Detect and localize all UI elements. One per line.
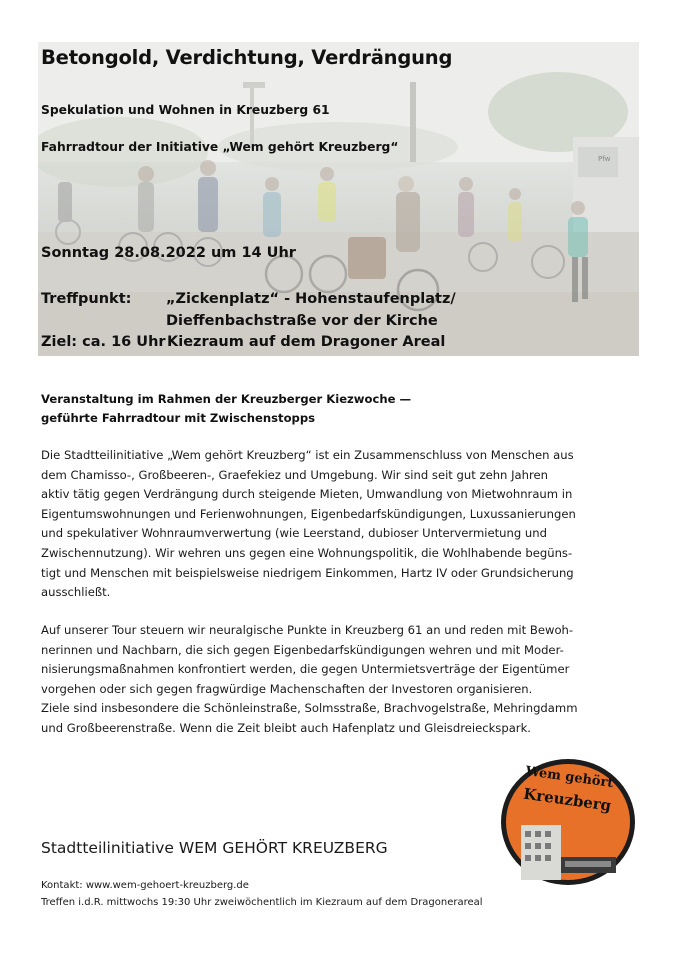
paragraph-line: vorgehen oder sich gegen fragwürdige Machenschaften der Investoren organisieren.	[41, 681, 533, 696]
intro-text	[41, 390, 641, 428]
page-title: Betongold, Verdichtung, Verdrängung	[41, 46, 453, 69]
paragraph-line: Die Stadtteilinitiative „Wem gehört Kreuzberg“ ist ein Zusammenschluss von Menschen aus	[41, 448, 574, 462]
meeting-point-line1: „Zickenplatz“ - Hohenstaufenplatz/	[166, 291, 456, 307]
paragraph-line: nisierungsmaßnahmen konfrontiert werden, die gegen Untermietsverträge der Eigentümer	[41, 662, 570, 677]
paragraph-line: ausschließt.	[41, 585, 111, 600]
photo-sign: Pfw	[598, 155, 611, 163]
event-date: Sonntag 28.08.2022 um 14 Uhr	[41, 245, 296, 261]
initiative-logo	[499, 757, 637, 887]
paragraph-line: Auf unserer Tour steuern wir neuralgische Punkte in Kreuzberg 61 an und reden mit Bewoh-	[41, 623, 574, 637]
paragraph-line: nerinnen und Nachbarn, die sich gegen Eigenbedarfskündigungen wehren und mit Moder-	[41, 642, 564, 657]
meeting-point-line2: Dieffenbachstraße vor der Kirche	[166, 313, 438, 329]
meeting-point-label: Treffpunkt:	[41, 291, 132, 307]
paragraph-line: aktiv tätig gegen Verdrängung durch steigende Mieten, Umwandlung von Mietwohnraum in	[41, 487, 573, 502]
paragraph-line: und Großbeerenstraße. Wenn die Zeit bleibt auch Hafenplatz und Gleisdreieckspark.	[41, 720, 531, 735]
footer-title: Stadtteilinitiative WEM GEHÖRT KREUZBERG	[41, 839, 388, 857]
paragraph-tour	[41, 621, 646, 739]
contact-block	[41, 877, 483, 911]
paragraph-line: dem Chamisso-, Großbeeren-, Graefekiez und Umgebung. Wir sind seit gut zehn Jahren	[41, 467, 548, 482]
paragraph-line: und spekulativer Wohnraumverwertung (wie Leerstand, dubioser Untervermietung und	[41, 526, 547, 541]
goal-value: Kiezraum auf dem Dragoner Areal	[167, 334, 446, 350]
subtitle-topic: Spekulation und Wohnen in Kreuzberg 61	[41, 103, 330, 117]
paragraph-line: Zwischennutzung). Wir wehren uns gegen eine Wohnungspolitik, die Wohlhabende begüns-	[41, 545, 573, 560]
paragraph-about	[41, 446, 646, 603]
goal-label: Ziel: ca. 16 Uhr	[41, 334, 166, 350]
paragraph-line: tigt und Menschen mit beispielsweise niedrigem Einkommen, Hartz IV oder Grundsicherung	[41, 565, 574, 580]
paragraph-line: Eigentumswohnungen und Ferienwohnungen, Eigenbedarfskündigungen, Luxussanierungen	[41, 506, 576, 521]
contact-website: Kontakt: www.wem-gehoert-kreuzberg.de	[41, 880, 249, 891]
meeting-info: Treffen i.d.R. mittwochs 19:30 Uhr zweiwöchentlich im Kiezraum auf dem Dragonerareal	[41, 897, 483, 908]
intro-line-1: Veranstaltung im Rahmen der Kreuzberger Kiezwoche —	[41, 392, 412, 406]
paragraph-line: Ziele sind insbesondere die Schönleinstraße, Solmsstraße, Brachvogelstraße, Mehringdamm	[41, 701, 578, 716]
logo-text-line1: Wem gehört	[524, 763, 615, 792]
hero-photo	[38, 42, 639, 356]
intro-line-2: geführte Fahrradtour mit Zwischenstopps	[41, 411, 316, 425]
subtitle-tour: Fahrradtour der Initiative „Wem gehört Kreuzberg“	[41, 140, 399, 154]
logo-text-line2: Kreuzberg	[522, 784, 613, 815]
